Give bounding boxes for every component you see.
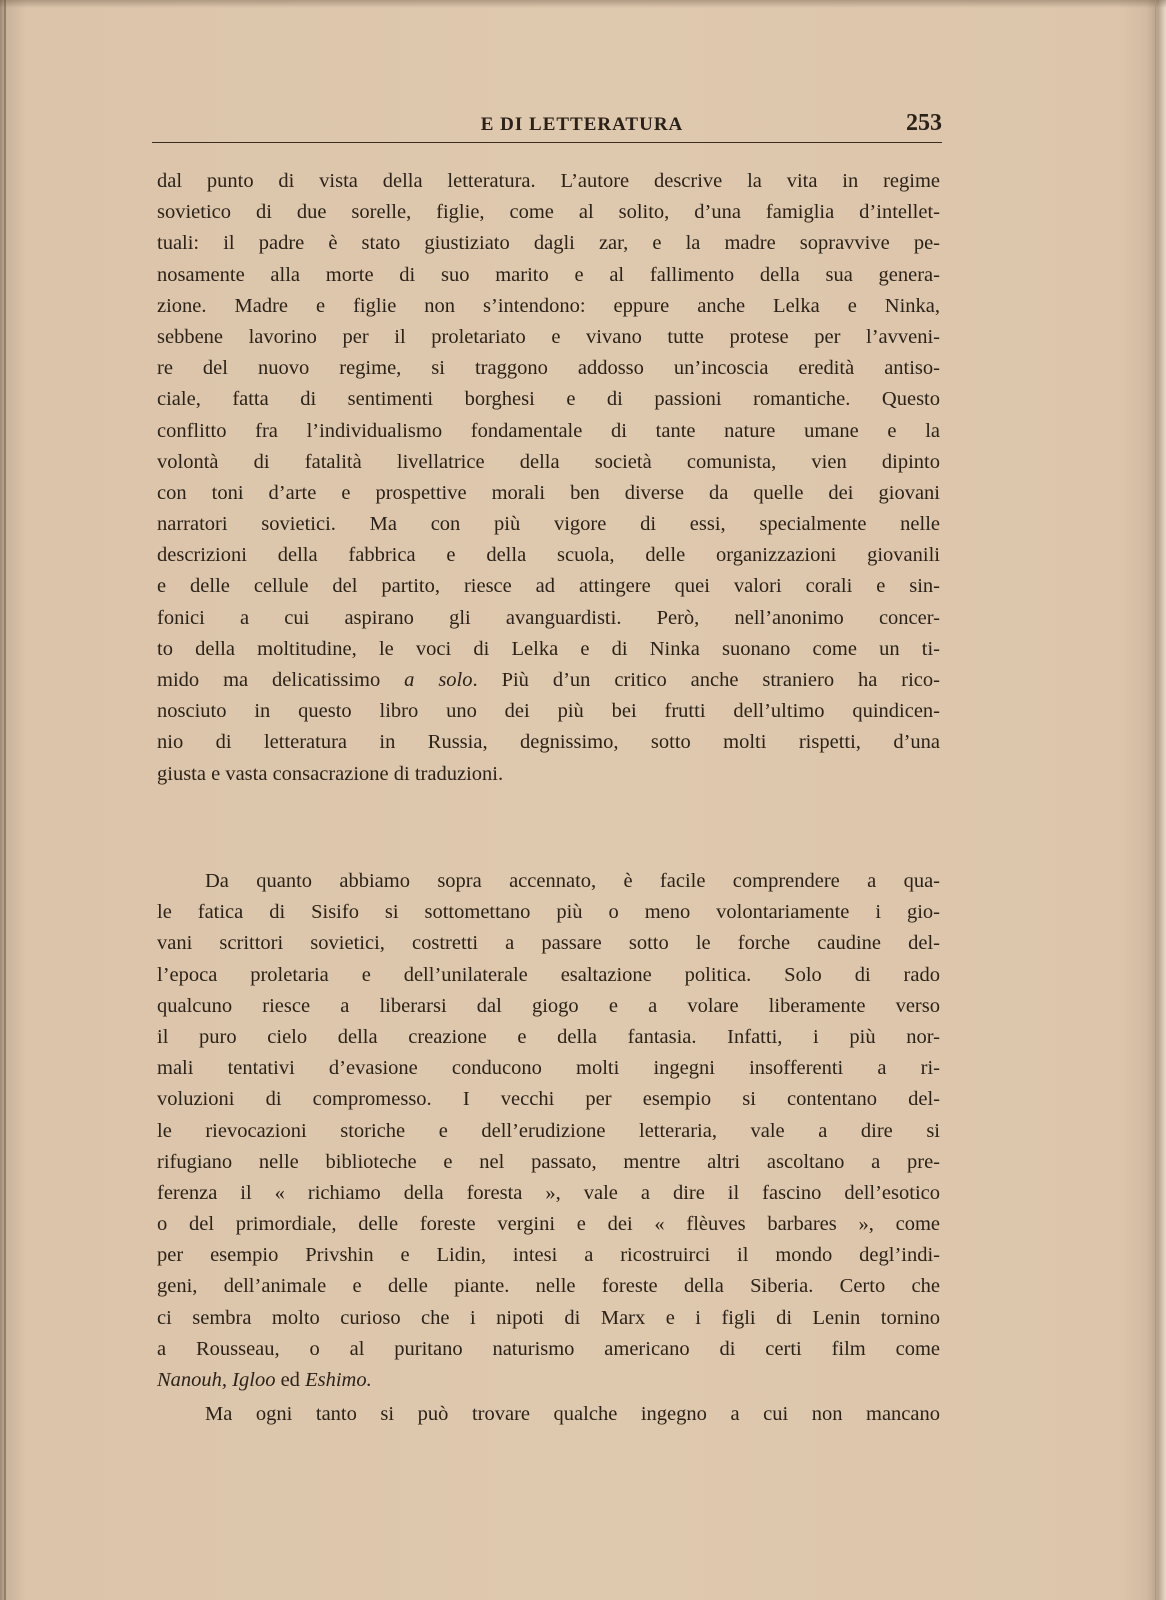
text-line: nosciuto in questo libro uno dei più bei frutti dell’ultimo quindicen- <box>157 700 940 723</box>
text-line: ci sembra molto curioso che i nipoti di Marx e i figli di Lenin tornino <box>157 1306 940 1329</box>
text-line: conflitto fra l’individualismo fondamentale di tante nature umane e la <box>157 419 940 442</box>
text-line: mali tentativi d’evasione conducono molti ingegni insofferenti a ri- <box>157 1057 940 1080</box>
text-line: sovietico di due sorelle, figlie, come al solito, d’una famiglia d’intellet- <box>157 201 940 224</box>
text-line: sebbene lavorino per il proletariato e vivano tutte protese per l’avveni- <box>157 325 940 348</box>
text-line: rifugiano nelle biblioteche e nel passato, mentre altri ascoltano a pre- <box>157 1150 940 1173</box>
text-line: nio di letteratura in Russia, degnissimo, sotto molti rispetti, d’una <box>157 731 940 754</box>
text-line: le rievocazioni storiche e dell’erudizione letteraria, vale a dire si <box>157 1119 940 1142</box>
page-top-shadow <box>0 0 1166 8</box>
text-line: con toni d’arte e prospettive morali ben diverse da quelle dei giovani <box>157 481 940 504</box>
text-line: narratori sovietici. Ma con più vigore di essi, specialmente nelle <box>157 513 940 536</box>
text-line: ciale, fatta di sentimenti borghesi e di passioni romantiche. Questo <box>157 388 940 411</box>
text-line: ferenza il « richiamo della foresta », vale a dire il fascino dell’esotico <box>157 1181 940 1204</box>
text-line: Ma ogni tanto si può trovare qualche ingegno a cui non mancano <box>205 1403 940 1425</box>
binding-edge <box>4 0 6 1600</box>
text-line: e delle cellule del partito, riesce ad attingere quei valori corali e sin- <box>157 575 940 598</box>
text-line: zione. Madre e figlie non s’intendono: eppure anche Lelka e Ninka, <box>157 294 940 317</box>
text-line: Nanouh, Igloo ed Eshimo. <box>157 1369 372 1391</box>
text-line: volontà di fatalità livellatrice della società comunista, vien dipinto <box>157 450 940 473</box>
header-rule <box>152 142 942 143</box>
text-line: a Rousseau, o al puritano naturismo americano di certi film come <box>157 1337 940 1360</box>
text-line: re del nuovo regime, si traggono addosso un’incoscia eredità antiso- <box>157 357 940 380</box>
text-line: o del primordiale, delle foreste vergini e dei « flèuves barbares », come <box>157 1213 940 1236</box>
text-line: per esempio Privshin e Lidin, intesi a ricostruirci il mondo degl’indi- <box>157 1244 940 1267</box>
paragraph-3 <box>157 1403 940 1434</box>
page-header <box>152 110 942 144</box>
text-line: l’epoca proletaria e dell’unilaterale esaltazione politica. Solo di rado <box>157 963 940 986</box>
text-line: descrizioni della fabbrica e della scuola, delle organizzazioni giovanili <box>157 544 940 567</box>
text-line: giusta e vasta consacrazione di traduzioni. <box>157 762 504 785</box>
text-line: mido ma delicatissimo a solo. Più d’un critico anche straniero ha rico- <box>157 669 940 691</box>
page-number: 253 <box>906 110 942 136</box>
text-line: fonici a cui aspirano gli avanguardisti. Però, nell’anonimo concer- <box>157 606 940 629</box>
text-line: qualcuno riesce a liberarsi dal giogo e a volare liberamente verso <box>157 994 940 1017</box>
text-line: il puro cielo della creazione e della fantasia. Infatti, i più nor- <box>157 1025 940 1048</box>
page-right-edge <box>1155 0 1156 1600</box>
text-line: geni, dell’animale e delle piante. nelle foreste della Siberia. Certo che <box>157 1275 940 1298</box>
text-line: voluzioni di compromesso. I vecchi per esempio si contentano del- <box>157 1088 940 1111</box>
text-line: nosamente alla morte di suo marito e al fallimento della sua genera- <box>157 263 940 286</box>
text-line: tuali: il padre è stato giustiziato dagli zar, e la madre sopravvive pe- <box>157 232 940 255</box>
text-line: dal punto di vista della letteratura. L’autore descrive la vita in regime <box>157 170 940 192</box>
text-line: vani scrittori sovietici, costretti a passare sotto le forche caudine del- <box>157 932 940 955</box>
text-line: Da quanto abbiamo sopra accennato, è facile comprendere a qua- <box>205 870 940 892</box>
paragraph-2 <box>157 870 940 1400</box>
paragraph-1 <box>157 170 940 794</box>
running-title: E DI LETTERATURA <box>480 114 684 135</box>
text-line: le fatica di Sisifo si sottomettano più o meno volontariamente i gio- <box>157 901 940 924</box>
text-line: to della moltitudine, le voci di Lelka e di Ninka suonano come un ti- <box>157 637 940 660</box>
